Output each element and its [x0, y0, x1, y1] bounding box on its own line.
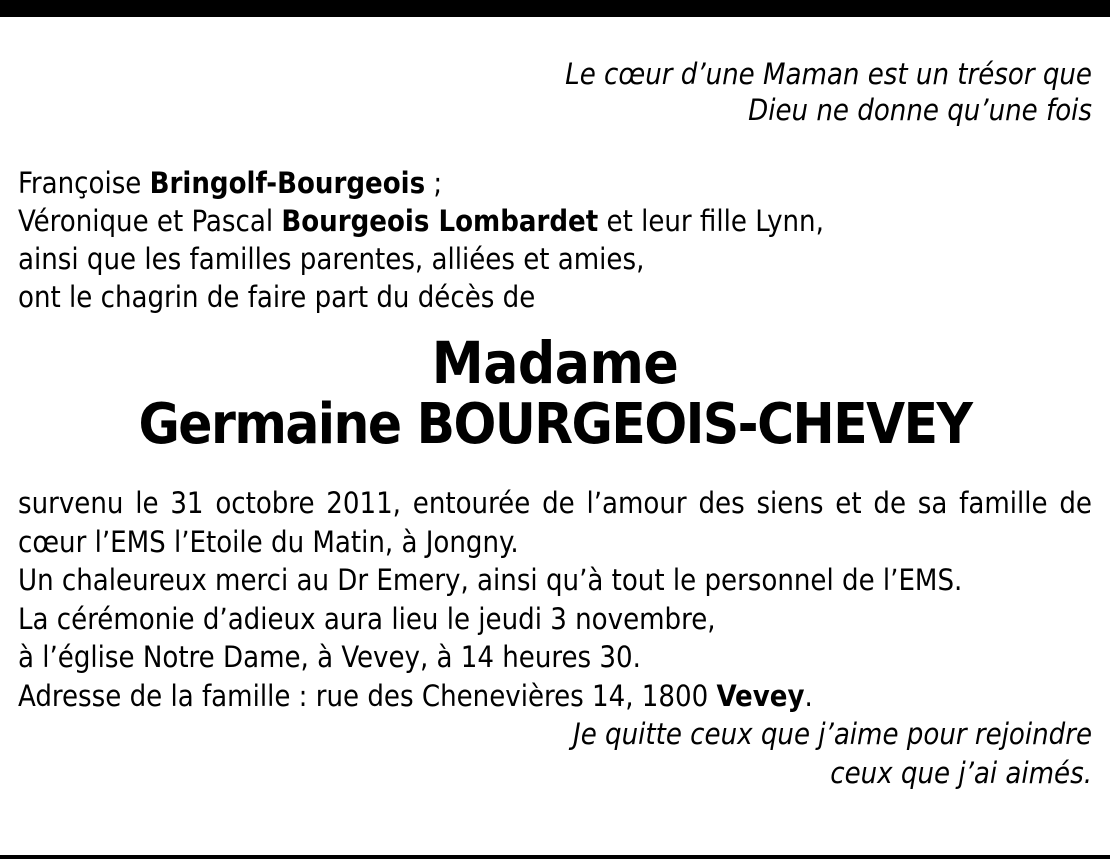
- family-line-3: ainsi que les familles parentes, alliées et amies,: [18, 242, 645, 276]
- closing-line-1: Je quitte ceux que j’aime pour rejoindre: [573, 717, 1092, 751]
- family-line-2: [18, 202, 1092, 240]
- ceremony-location-line: à l’église Notre Dame, à Vevey, à 14 heures 30.: [18, 640, 641, 674]
- family-address-line: [18, 677, 1092, 716]
- thanks-line: Un chaleureux merci au Dr Emery, ainsi qu’à tout le personnel de l’EMS.: [18, 563, 963, 597]
- epigraph-line-1: Le cœur d’une Maman est un trésor que: [565, 57, 1092, 91]
- family-members-surname: Bourgeois Lombardet: [281, 204, 599, 238]
- epigraph-line-2: Dieu ne donne qu’une fois: [748, 93, 1092, 127]
- epigraph-quote: [18, 56, 1092, 128]
- ceremony-line: La cérémonie d’adieux aura lieu le jeudi 3 novembre,: [18, 601, 716, 636]
- bottom-border-rule: [0, 855, 1110, 859]
- deceased-title: Madame: [431, 329, 679, 397]
- address-city: Vevey: [716, 678, 805, 713]
- punctuation: .: [804, 678, 813, 713]
- address-text: Adresse de la famille : rue des Chenevières 14, 1800: [18, 678, 717, 713]
- family-line-1: [18, 164, 1092, 202]
- top-border-rule: [0, 0, 1110, 17]
- closing-line-2: ceux que j’ai aimés.: [830, 756, 1092, 790]
- family-announcement: [18, 164, 1092, 316]
- notice-body: [18, 484, 1092, 715]
- deceased-name-block: [18, 330, 1092, 458]
- obituary-notice: [18, 56, 1092, 793]
- family-member-surname: Bringolf-Bourgeois: [149, 166, 426, 200]
- punctuation: ;: [425, 166, 443, 200]
- family-members-first-names: Véronique et Pascal: [18, 204, 282, 238]
- deceased-full-name: Germaine BOURGEOIS-CHEVEY: [138, 392, 972, 457]
- death-details-paragraph: survenu le 31 octobre 2011, entourée de l’amour des siens et de sa famille de cœur l’EMS l’Etoile du Matin, à Jongny.: [18, 486, 1092, 559]
- family-line-4: ont le chagrin de faire part du décès de: [18, 280, 536, 314]
- closing-quote: [18, 715, 1092, 793]
- family-line-2-suffix: et leur fille Lynn,: [598, 204, 824, 238]
- family-member-first-name: Françoise: [18, 166, 150, 200]
